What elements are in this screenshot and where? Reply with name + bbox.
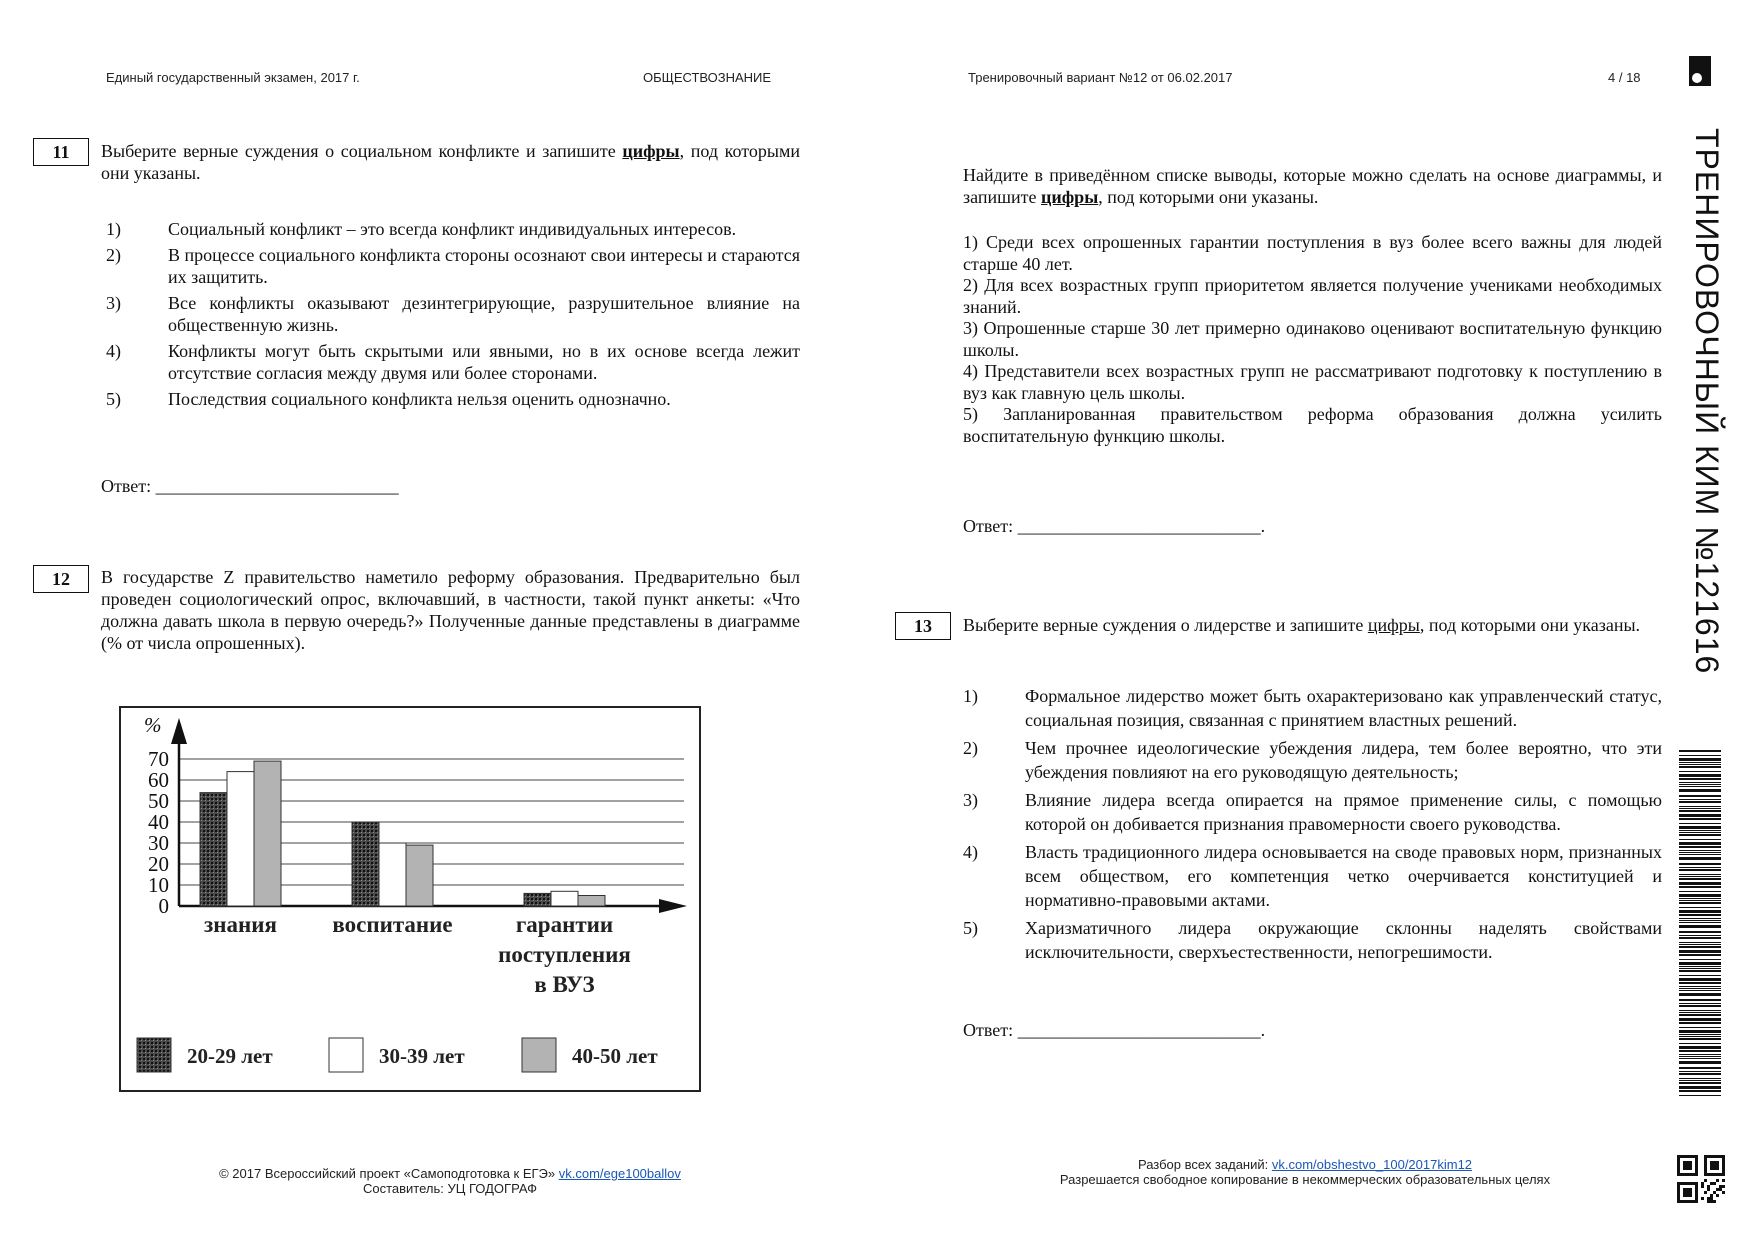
bar [254,761,281,906]
question-number-11: 11 [33,138,89,166]
y-axis-label: % [144,713,162,737]
x-category-label: воспитание [332,912,453,937]
option-number: 2) [963,738,978,758]
legend-swatch [522,1038,556,1072]
qr-code-icon [1677,1155,1725,1203]
option-item [106,388,800,410]
bar [524,893,551,906]
question-number-12: 12 [33,565,89,593]
option-text: Все конфликты оказывают дезинтегрирующие, разрушительное влияние на общественную жизнь. [168,293,800,335]
option-number: 2) [106,245,121,265]
legend-swatch [329,1038,363,1072]
header-subject: ОБЩЕСТВОЗНАНИЕ [643,70,772,85]
option-number: 3) [963,790,978,810]
question-12-intro: В государстве Z правительство наметило реформу образования. Предварительно был проведен социологический опрос, включавший, в частности, такой пункт анкеты: «Что должна давать школа в первую очередь?» Полученные данные представлены в диаграмме (% от числа опрошенных). [101,567,800,653]
header-variant: Тренировочный вариант №12 от 06.02.2017 [968,70,1233,85]
option-text: Харизматичного лидера окружающие склонны наделять свойствами исключительности, сверхъестественности, непогрешимости. [1025,918,1662,962]
option-item [106,244,800,288]
option-text: Влияние лидера всегда опирается на прямое применение силы, с помощью которой он добивается признания правомерности своего руководства. [1025,790,1662,834]
footer-left: © 2017 Всероссийский проект «Самоподготовка к ЕГЭ» vk.com/ege100ballov Составитель: УЦ ГОДОГРАФ [219,1166,681,1196]
option-item: 1) Среди всех опрошенных гарантии поступления в вуз более всего важны для людей старше 40 лет. [963,232,1662,274]
bar [200,793,227,906]
y-tick-label: 50 [148,789,169,813]
y-tick-label: 20 [148,852,169,876]
option-item [106,340,800,384]
legend-label: 40-50 лет [572,1044,658,1068]
bar [352,822,379,906]
question-12-options [963,232,1662,447]
option-item [963,788,1662,836]
y-tick-label: 30 [148,831,169,855]
x-category-label: знания [204,912,277,937]
legend-label: 30-39 лет [379,1044,465,1068]
option-item [963,916,1662,964]
corner-mark-icon [1689,56,1711,86]
legend-swatch [137,1038,171,1072]
option-item: 5) Запланированная правительством реформа образования должна усилить воспитательную функцию школы. [963,404,1662,446]
option-number: 4) [106,341,121,361]
option-item: 2) Для всех возрастных групп приоритетом является получение учениками необходимых знаний. [963,275,1662,317]
option-item [963,736,1662,784]
footer-right: Разбор всех заданий: vk.com/obshestvo_100/2017kim12 Разрешается свободное копирование в некоммерческих образовательных целях [1059,1157,1551,1187]
option-number: 1) [106,219,121,239]
option-text: Чем прочнее идеологические убеждения лидера, тем более вероятно, что эти убеждения повлияют на его руководящую деятельность; [1025,738,1662,782]
question-13-answer-field[interactable]: Ответ: ___________________________. [963,1020,1266,1040]
header-exam-title: Единый государственный экзамен, 2017 г. [106,70,360,85]
option-number: 3) [106,293,121,313]
option-text: Власть традиционного лидера основывается на своде правовых норм, признанных всем обществом, его компетенция четко очерчивается конституцией и нормативно-правовыми актами. [1025,842,1662,910]
y-tick-label: 10 [148,873,169,897]
x-category-label: поступления [498,942,631,967]
question-11-options [106,218,800,414]
option-item: 3) Опрошенные старше 30 лет примерно одинаково оценивают воспитательную функцию школы. [963,318,1662,360]
footer-left-link[interactable]: vk.com/ege100ballov [558,1166,681,1181]
option-number: 5) [106,389,121,409]
option-number: 4) [963,842,978,862]
legend-label: 20-29 лет [187,1044,273,1068]
y-tick-label: 0 [158,894,169,918]
question-13-intro: Выберите верные суждения о лидерстве и запишите цифры, под которыми они указаны. [963,615,1641,635]
bar [227,772,254,906]
footer-right-link[interactable]: vk.com/obshestvo_100/2017kim12 [1271,1157,1473,1172]
bar [551,891,578,906]
side-title: ТРЕНИРОВОЧНЫЙ КИМ №121616 [1689,128,1725,675]
option-number: 5) [963,918,978,938]
x-category-label: гарантии [515,912,614,937]
option-number: 1) [963,686,978,706]
option-text: В процессе социального конфликта стороны осознают свои интересы и стараются их защитить. [168,245,800,287]
question-11-answer-field[interactable]: Ответ: ___________________________ [101,476,399,496]
question-12-answer-field[interactable]: Ответ: ___________________________. [963,516,1266,536]
question-number-13: 13 [895,612,951,640]
survey-bar-chart [119,706,701,1092]
option-item [106,292,800,336]
bar [379,843,406,906]
bar [406,845,433,906]
y-tick-label: 60 [148,768,169,792]
question-13-options [963,684,1662,968]
option-text: Конфликты могут быть скрытыми или явными, но в их основе всегда лежит отсутствие согласия между двумя или более сторонами. [168,341,800,383]
option-item [963,684,1662,732]
option-text: Последствия социального конфликта нельзя оценить однозначно. [168,389,671,409]
bar [578,896,605,907]
question-12-task: Найдите в приведённом списке выводы, которые можно сделать на основе диаграммы, и запишите цифры, под которыми они указаны. [963,165,1662,207]
option-text: Социальный конфликт – это всегда конфликт индивидуальных интересов. [168,219,737,239]
y-tick-label: 70 [148,747,169,771]
option-item [963,840,1662,912]
option-item [106,218,800,240]
barcode-icon [1679,750,1721,1100]
x-category-label: в ВУЗ [534,972,595,997]
question-11-intro: Выберите верные суждения о социальном конфликте и запишите цифры, под которыми они указаны. [101,141,800,183]
option-text: Формальное лидерство может быть охарактеризовано как управленческий статус, социальная позиция, связанная с принятием властных решений. [1025,686,1662,730]
y-tick-label: 40 [148,810,169,834]
option-item: 4) Представители всех возрастных групп не рассматривают подготовку к поступлению в вуз как главную цель школы. [963,361,1662,403]
header-page-number: 4 / 18 [1608,70,1641,85]
